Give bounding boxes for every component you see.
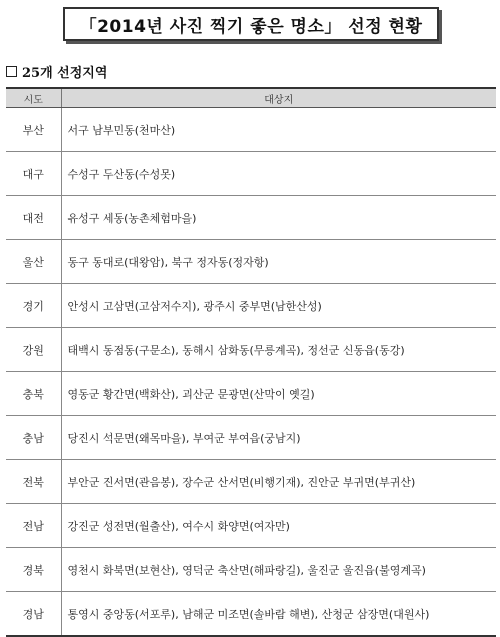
table-row	[6, 240, 496, 284]
region-cell: 강원	[6, 328, 61, 372]
region-cell: 대전	[6, 196, 61, 240]
table-header-row	[6, 88, 496, 108]
table-row	[6, 108, 496, 152]
checkbox-icon	[6, 66, 17, 77]
table-row	[6, 460, 496, 504]
table-row	[6, 328, 496, 372]
region-cell: 대구	[6, 152, 61, 196]
region-cell: 전북	[6, 460, 61, 504]
table-row	[6, 504, 496, 548]
table-row	[6, 592, 496, 637]
section-heading	[6, 62, 107, 81]
table-row	[6, 372, 496, 416]
selection-table	[6, 87, 496, 637]
table-row	[6, 548, 496, 592]
region-cell: 경남	[6, 592, 61, 637]
sites-cell: 태백시 동점동(구문소), 동해시 삼화동(무릉계곡), 정선군 신동읍(동강)	[61, 328, 496, 372]
region-cell: 충북	[6, 372, 61, 416]
sites-cell: 통영시 중앙동(서포루), 남해군 미조면(솔바람 해변), 산청군 삼장면(대원사)	[61, 592, 496, 637]
sites-cell: 강진군 성전면(월출산), 여수시 화양면(여자만)	[61, 504, 496, 548]
sites-cell: 영천시 화북면(보현산), 영덕군 축산면(해파랑길), 울진군 울진읍(불영계곡)	[61, 548, 496, 592]
region-cell: 충남	[6, 416, 61, 460]
sites-cell: 서구 남부민동(천마산)	[61, 108, 496, 152]
region-cell: 경기	[6, 284, 61, 328]
region-cell: 경북	[6, 548, 61, 592]
sites-cell: 수성구 두산동(수성못)	[61, 152, 496, 196]
table-row	[6, 416, 496, 460]
sites-cell: 부안군 진서면(관음봉), 장수군 산서면(비행기재), 진안군 부귀면(부귀산)	[61, 460, 496, 504]
column-header-sites: 대상지	[61, 88, 496, 108]
region-cell: 부산	[6, 108, 61, 152]
sites-cell: 안성시 고삼면(고삼저수지), 광주시 중부면(남한산성)	[61, 284, 496, 328]
page-title: 「2014년 사진 찍기 좋은 명소」 선정 현황	[63, 7, 439, 41]
region-cell: 울산	[6, 240, 61, 284]
section-heading-label: 25개 선정지역	[22, 66, 108, 81]
sites-cell: 유성구 세동(농촌체험마을)	[61, 196, 496, 240]
column-header-region: 시도	[6, 88, 61, 108]
table-row	[6, 196, 496, 240]
sites-cell: 당진시 석문면(왜목마을), 부여군 부여읍(궁남지)	[61, 416, 496, 460]
region-cell: 전남	[6, 504, 61, 548]
sites-cell: 영동군 황간면(백화산), 괴산군 문광면(산막이 옛길)	[61, 372, 496, 416]
table-row	[6, 152, 496, 196]
sites-cell: 동구 동대로(대왕암), 북구 정자동(정자항)	[61, 240, 496, 284]
table-row	[6, 284, 496, 328]
